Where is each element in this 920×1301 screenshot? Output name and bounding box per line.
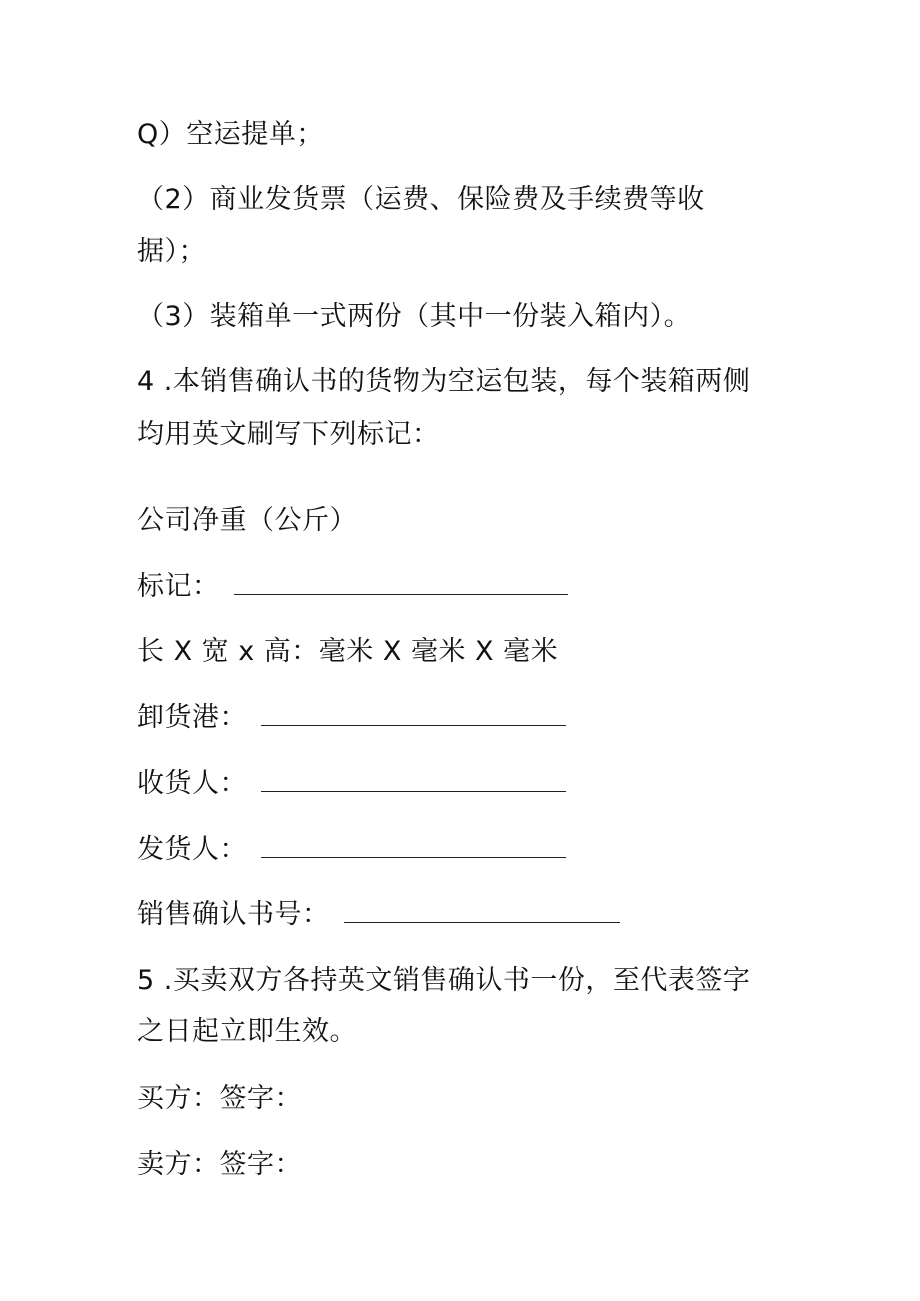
dimensions-row bbox=[137, 634, 558, 670]
shipper-row bbox=[137, 832, 566, 868]
shipper-label: 发货人： bbox=[137, 834, 247, 865]
net-weight-label bbox=[137, 503, 357, 539]
confirmation-number-fill-line bbox=[344, 904, 620, 923]
dimensions-text: 长 X 宽 x 高：毫米 X 毫米 X 毫米 bbox=[137, 636, 559, 667]
discharge-port-label: 卸货港： bbox=[137, 702, 247, 733]
consignee-row bbox=[137, 766, 566, 802]
commercial-invoice-text-cont: 据）； bbox=[137, 236, 206, 267]
discharge-port-fill-line bbox=[261, 707, 566, 726]
air-waybill-item bbox=[137, 117, 324, 153]
consignee-fill-line bbox=[261, 773, 566, 792]
clause-5 bbox=[137, 963, 750, 999]
commercial-invoice-text: （2）商业发货票（运费、保险费及手续费等收 bbox=[137, 184, 705, 215]
clause-4-text: 4 .本销售确认书的货物为空运包装，每个装箱两侧 bbox=[137, 366, 751, 397]
seller-signature-row bbox=[137, 1147, 302, 1183]
confirmation-number-label: 销售确认书号： bbox=[137, 899, 330, 930]
net-weight-text: 公司净重（公斤） bbox=[137, 505, 357, 536]
commercial-invoice-item-cont bbox=[137, 234, 206, 270]
consignee-label: 收货人： bbox=[137, 768, 247, 799]
packing-list-text: （3）装箱单一式两份（其中一份装入箱内）。 bbox=[137, 301, 692, 332]
commercial-invoice-item bbox=[137, 182, 705, 218]
clause-5-text: 5 .买卖双方各持英文销售确认书一份，至代表签字 bbox=[137, 965, 751, 996]
clause-5-text-cont: 之日起立即生效。 bbox=[137, 1016, 357, 1047]
seller-signature-label: 卖方：签字： bbox=[137, 1149, 302, 1180]
confirmation-number-row bbox=[137, 897, 620, 933]
clause-4 bbox=[137, 364, 750, 400]
marks-row bbox=[137, 569, 568, 605]
clause-4-cont bbox=[137, 417, 440, 453]
marks-label: 标记： bbox=[137, 571, 220, 602]
clause-5-cont bbox=[137, 1014, 357, 1050]
packing-list-item bbox=[137, 299, 691, 335]
discharge-port-row bbox=[137, 700, 566, 736]
shipper-fill-line bbox=[261, 839, 566, 858]
buyer-signature-row bbox=[137, 1081, 302, 1117]
marks-fill-line bbox=[234, 576, 568, 595]
clause-4-text-cont: 均用英文刷写下列标记： bbox=[137, 419, 440, 450]
air-waybill-text: Q）空运提单； bbox=[137, 119, 324, 150]
buyer-signature-label: 买方：签字： bbox=[137, 1083, 302, 1114]
